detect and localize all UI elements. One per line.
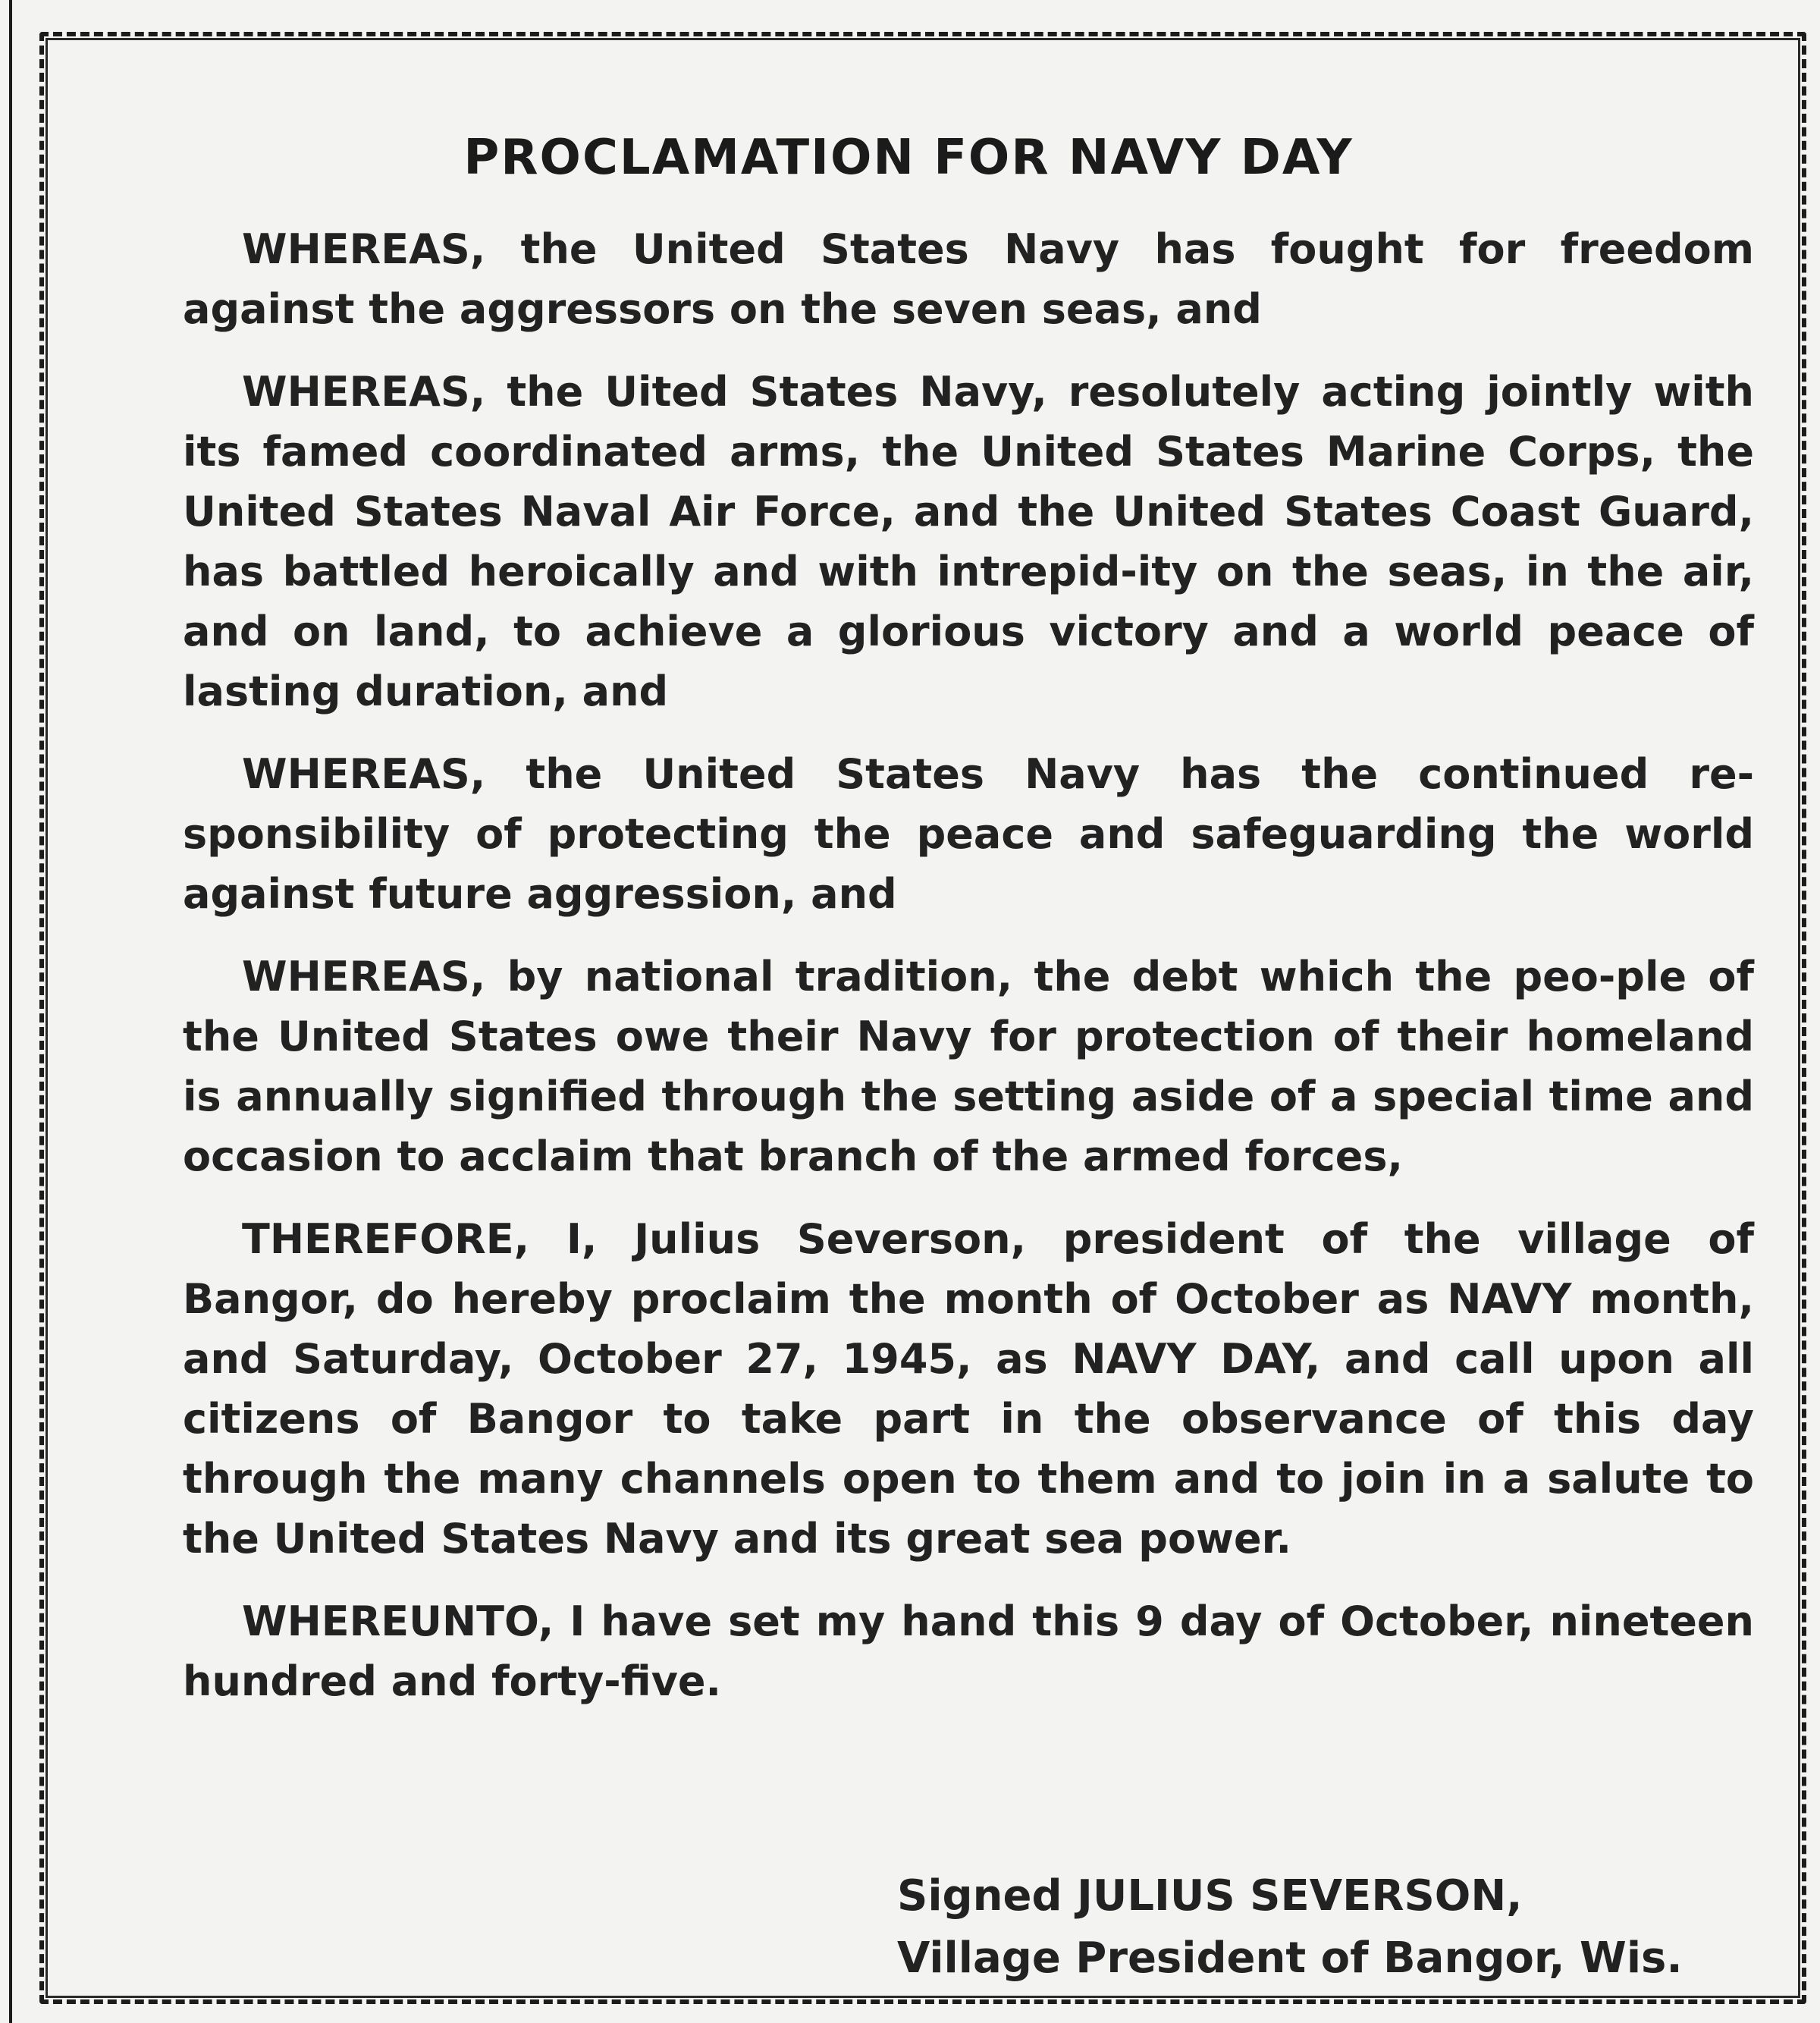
- proclamation-body: [183, 219, 1754, 1734]
- signature-block: [897, 1865, 1807, 1990]
- paragraph-therefore: THEREFORE, I, Julius Severson, president of the village of Bangor, do hereby proclaim the month of October as NAVY month, and Saturday, October 27, 1945, as NAVY DAY, and call upon all citizens of Bangor to take part in the observance of this day through the many channels open to them and to join in a salute to the United States Navy and its great sea power.: [183, 1215, 1754, 1563]
- column-rule: [9, 0, 12, 2023]
- proclamation-box: [46, 38, 1800, 1998]
- paragraph-whereas-2: WHEREAS, the Uited States Navy, resolutely acting jointly with its famed coordinated arms, the United States Marine Corps, the United States Naval Air Force, and the United States Coast Guard, has battled heroically and with intrepid-ity on the seas, in the air, and on land, to achieve a glorious victory and a world peace of lasting duration, and: [183, 368, 1754, 715]
- signature-line: Signed JULIUS SEVERSON,: [897, 1871, 1523, 1921]
- paragraph-whereas-3: WHEREAS, the United States Navy has the continued re-sponsibility of protecting the peace and safeguarding the world against future aggression, and: [183, 750, 1754, 918]
- page-title: PROCLAMATION FOR NAVY DAY: [463, 130, 1354, 186]
- signature-title: Village President of Bangor, Wis.: [897, 1933, 1683, 1983]
- paragraph-whereunto: WHEREUNTO, I have set my hand this 9 day of October, nineteen hundred and forty-five.: [183, 1597, 1754, 1705]
- paragraph-whereas-4: WHEREAS, by national tradition, the debt which the peo-ple of the United States owe their Navy for protection of their homeland is annually signified through the setting aside of a special time and occasion to acclaim that branch of the armed forces,: [183, 953, 1754, 1180]
- paragraph-whereas-1: WHEREAS, the United States Navy has fought for freedom against the aggressors on the seven seas, and: [183, 225, 1754, 333]
